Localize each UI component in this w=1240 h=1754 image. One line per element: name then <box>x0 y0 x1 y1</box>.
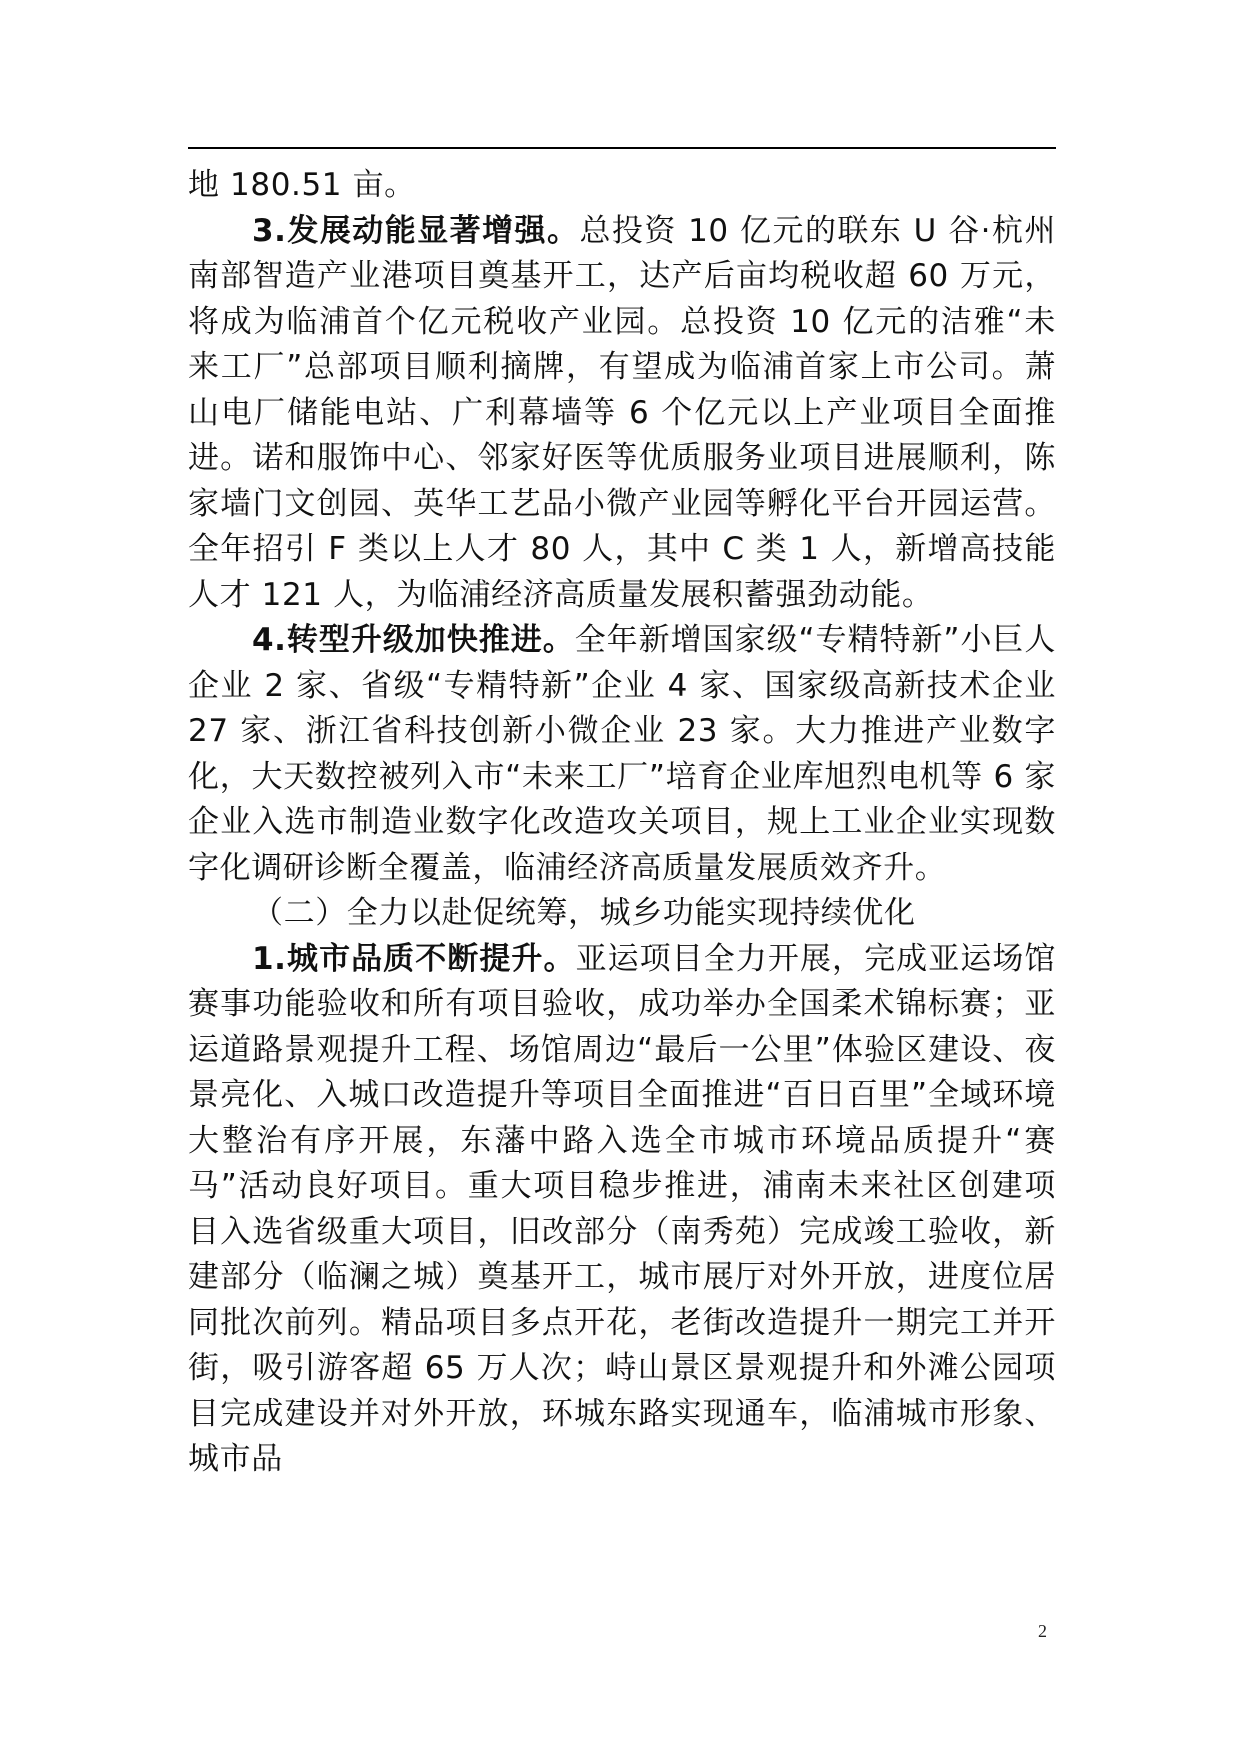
paragraph-urban-quality <box>188 937 1056 1483</box>
paragraph-continuation <box>188 163 1056 209</box>
paragraph-heading: 1.城市品质不断提升。 <box>252 940 576 977</box>
page-number: 2 <box>1038 1621 1047 1641</box>
header-rule <box>188 147 1056 149</box>
paragraph-text: 地 180.51 亩。 <box>188 167 416 203</box>
paragraph-text: 全年新增国家级“专精特新”小巨人企业 2 家、省级“专精特新”企业 4 家、国家级高新技术企业 27 家、浙江省科技创新小微企业 23 家。大力推进产业数字化，大天数控被列入市“未来工厂”培育企业库旭烈电机等 6 家企业入选市制造业数字化改造攻关项目，规上工业企业实现数字化调研诊断全覆盖，临浦经济高质量发展质效齐升。 <box>188 622 1057 886</box>
section-heading-text: （二）全力以赴促统筹，城乡功能实现持续优化 <box>252 895 916 931</box>
paragraph-text: 总投资 10 亿元的联东 U 谷·杭州南部智造产业港项目奠基开工，达产后亩均税收超 60 万元，将成为临浦首个亿元税收产业园。总投资 10 亿元的洁雅“未来工厂”总部项目顺利摘牌，有望成为临浦首家上市公司。萧山电厂储能电站、广利幕墙等 6 个亿元以上产业项目全面推进。诺和服饰中心、邻家好医等优质服务业项目进展顺利，陈家墙门文创园、英华工艺品小微产业园等孵化平台开园运营。全年招引 F 类以上人才 80 人，其中 C 类 1 人，新增高技能人才 121 人，为临浦经济高质量发展积蓄强劲动能。 <box>188 212 1056 613</box>
paragraph-heading: 4.转型升级加快推进。 <box>252 622 575 658</box>
document-body <box>188 163 1056 1483</box>
section-heading <box>188 891 1056 937</box>
paragraph-development-momentum <box>188 209 1056 619</box>
paragraph-text: 亚运项目全力开展，完成亚运场馆赛事功能验收和所有项目验收，成功举办全国柔术锦标赛；亚运道路景观提升工程、场馆周边“最后一公里”体验区建设、夜景亮化、入城口改造提升等项目全面推进“百日百里”全域环境大整治有序开展，东藩中路入选全市城市环境品质提升“赛马”活动良好项目。重大项目稳步推进，浦南未来社区创建项目入选省级重大项目，旧改部分（南秀苑）完成竣工验收，新建部分（临澜之城）奠基开工，城市展厅对外开放，进度位居同批次前列。精品项目多点开花，老街改造提升一期完工并开街，吸引游客超 65 万人次；峙山景区景观提升和外滩公园项目完成建设并对外开放，环城东路实现通车，临浦城市形象、城市品 <box>188 940 1057 1477</box>
paragraph-heading: 3.发展动能显著增强。 <box>252 212 580 249</box>
paragraph-transformation-upgrade <box>188 618 1056 891</box>
